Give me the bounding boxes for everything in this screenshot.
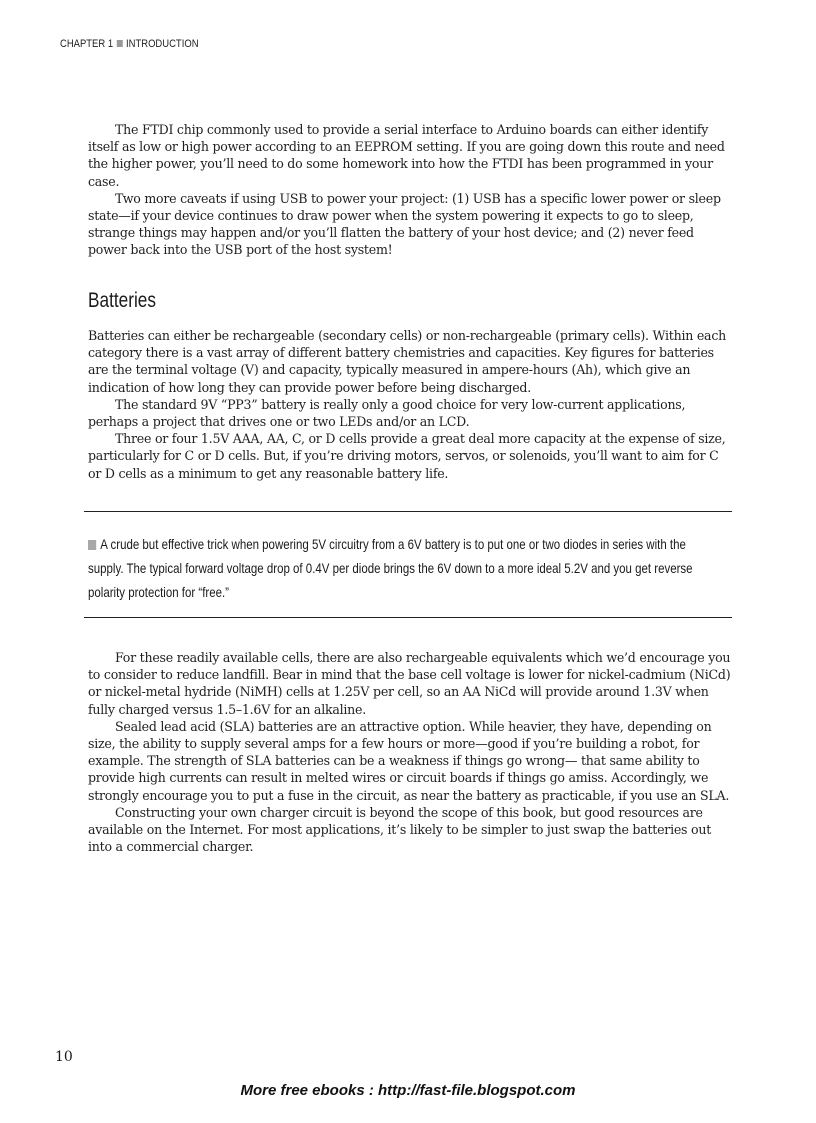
paragraph: Three or four 1.5V AAA, AA, C, or D cells provide a great deal more capacity at the expense of size, particularly for C or D cells. But, if you’re driving motors, servos, or solenoids, you’ll want to aim for C or D cells as a minimum to get any reasonable battery life. <box>88 431 726 481</box>
paragraph: For these readily available cells, there are also rechargeable equivalents which we’d encourage you to consider to reduce landfill. Bear in mind that the base cell voltage is lower for nickel-cadmium (NiCd) or nickel-metal hydride (NiMH) cells at 1.25V per cell, so an AA NiCd will provide around 1.3V when fully charged versus 1.5–1.6V for an alkaline. <box>88 650 731 717</box>
note-top-rule <box>84 511 732 512</box>
note-box <box>88 532 711 604</box>
batteries-text <box>88 327 733 482</box>
page-number: 10 <box>55 1049 73 1065</box>
paragraph: The standard 9V “PP3” battery is really only a good choice for very low-current applications, perhaps a project that drives one or two LEDs and/or an LCD. <box>88 396 686 430</box>
paragraph: Two more caveats if using USB to power your project: (1) USB has a specific lower power or sleep state—if your device continues to draw power when the system powering it expects to go to sleep, strange things may happen and/or you’ll flatten the battery of your host device; and (2) never feed power back into the USB port of the host system! <box>88 190 721 258</box>
footer-link: More free ebooks : http://fast-file.blogspot.com <box>240 1082 576 1099</box>
paragraph: Constructing your own charger circuit is beyond the scope of this book, but good resources are available on the Internet. For most applications, it’s likely to be simpler to just swap the batteries out into a commercial charger. <box>88 804 712 855</box>
section-heading: Batteries <box>88 289 156 312</box>
separator-square-icon <box>117 40 123 47</box>
paragraph: The FTDI chip commonly used to provide a serial interface to Arduino boards can either identify itself as low or high power according to an EEPROM setting. If you are going down this route and need the higher power, you’ll need to do some homework into how the FTDI has been programmed in your case. <box>88 122 725 189</box>
paragraph: Batteries can either be rechargeable (secondary cells) or non-rechargeable (primary cells). Within each category there is a vast array of different battery chemistries and capacities. Key figures for batteries are the terminal voltage (V) and capacity, typically measured in ampere-hours (Ah), which give an indication of how long they can provide power before being discharged. <box>88 328 726 395</box>
note-marker-icon <box>88 540 96 550</box>
note-text: A crude but effective trick when powering 5V circuitry from a 6V battery is to put one or two diodes in series with the supply. The typical forward voltage drop of 0.4V per diode brings the 6V down to a more ideal 5.2V and you get reverse polarity protection for “free.” <box>88 536 693 600</box>
paragraph: Sealed lead acid (SLA) batteries are an attractive option. While heavier, they have, depending on size, the ability to supply several amps for a few hours or more—good if you’re building a robot, for example. The strength of SLA batteries can be a weakness if things go wrong— that same ability to provide high currents can result in melted wires or circuit boards if things go amiss. Accordingly, we strongly encourage you to put a fuse in the circuit, as near the battery as practicable, if you use an SLA. <box>88 718 730 803</box>
chapter-label: CHAPTER 1 <box>60 38 114 50</box>
note-bottom-rule <box>84 617 732 618</box>
intro-text <box>88 121 733 259</box>
chapter-title: INTRODUCTION <box>126 38 199 50</box>
rechargeable-text <box>88 649 733 855</box>
running-head <box>60 38 199 50</box>
